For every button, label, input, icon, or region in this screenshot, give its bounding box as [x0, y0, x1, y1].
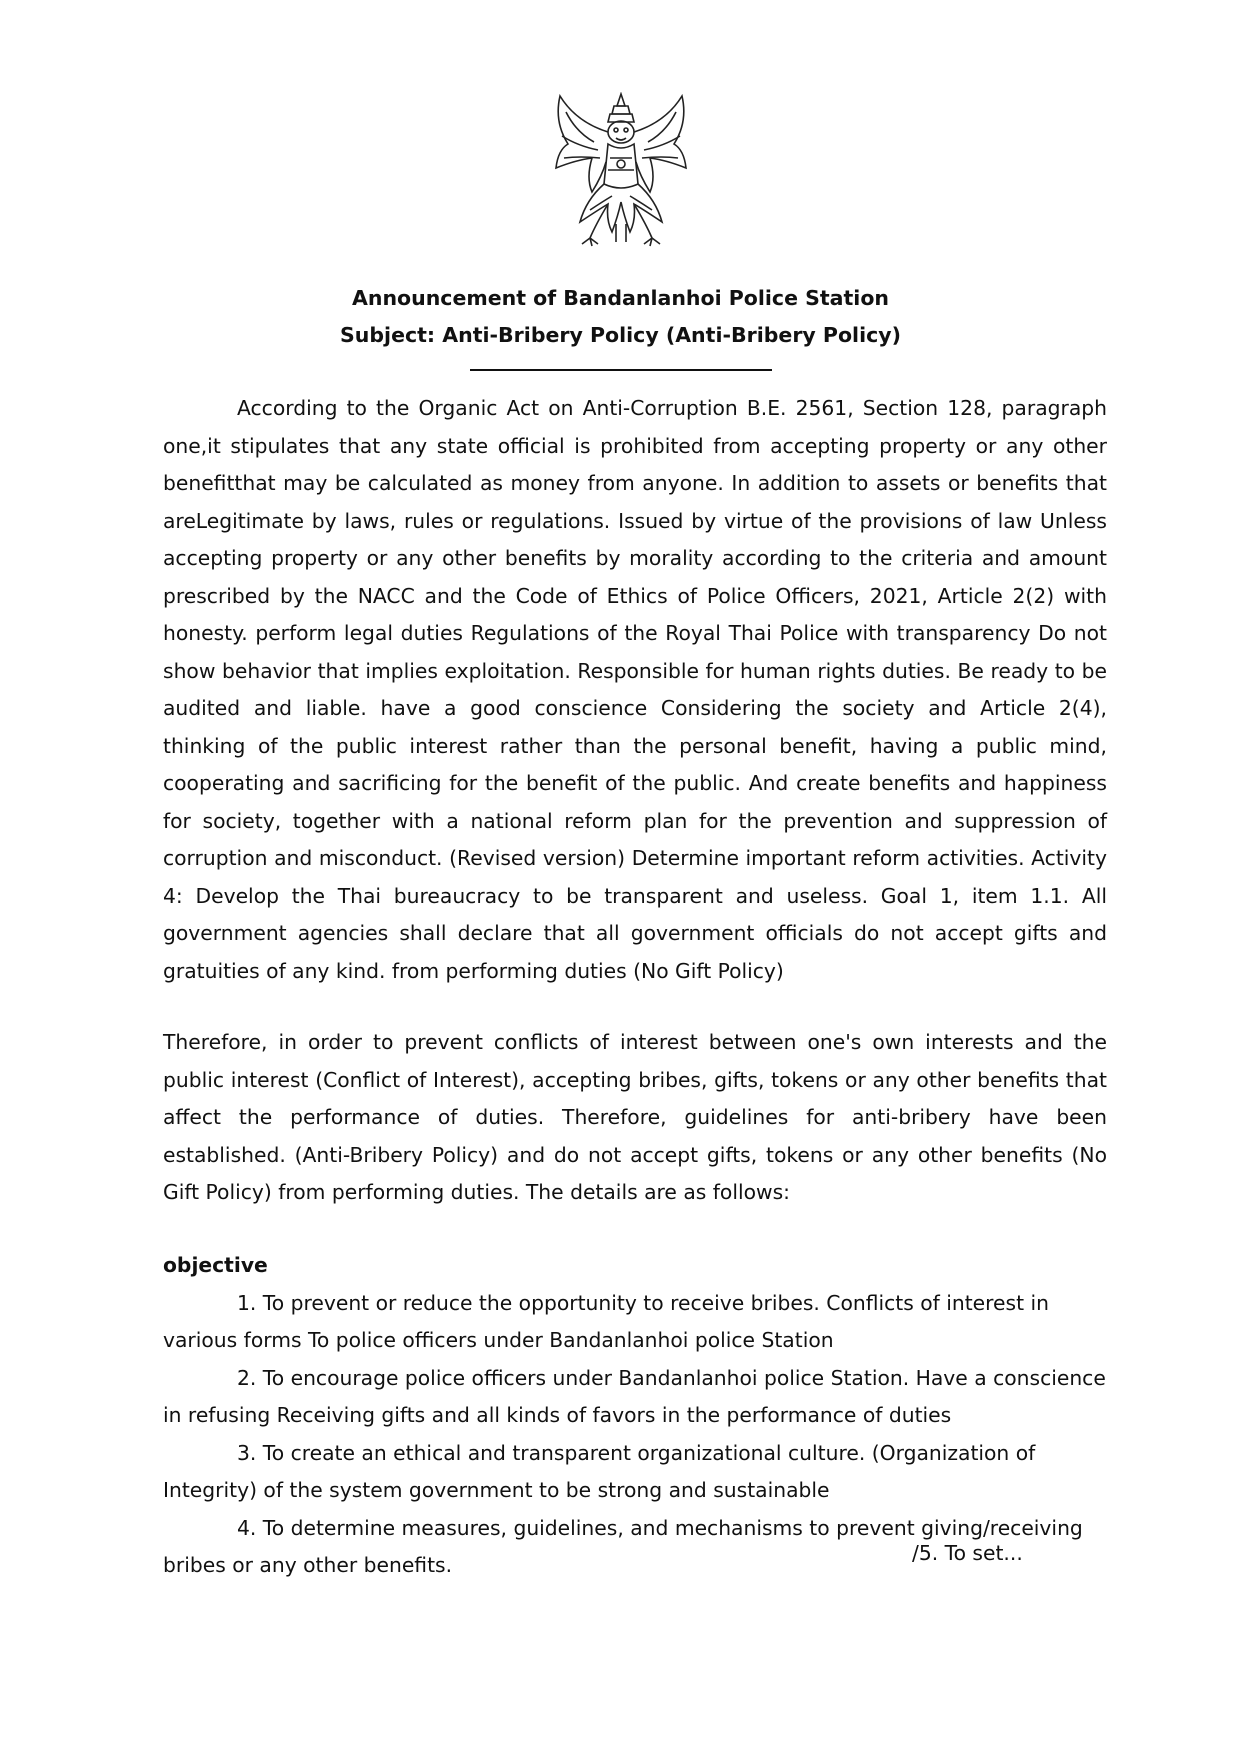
objectives-section [163, 1247, 1107, 1585]
objective-item-3: 3. To create an ethical and transparent organizational culture. (Organization of Integrity) of the system government to be strong and sustainable [163, 1440, 1036, 1502]
announcement-title: Announcement of Bandanlanhoi Police Station [351, 286, 890, 310]
objective-item-2: 2. To encourage police officers under Bandanlanhoi police Station. Have a conscience in refusing Receiving gifts and all kinds of favors in the performance of duties [163, 1365, 1106, 1427]
paragraph-1-block [163, 390, 1107, 990]
objective-item-1: 1. To prevent or reduce the opportunity to receive bribes. Conflicts of interest in various forms To police officers under Bandanlanhoi police Station [163, 1290, 1049, 1352]
body-paragraph-1: According to the Organic Act on Anti-Corruption B.E. 2561, Section 128, paragraph one,it stipulates that any state official is prohibited from accepting property or any other benefitthat may be calculated as money from anyone. In addition to assets or benefits that areLegitimate by laws, rules or regulations. Issued by virtue of the provisions of law Unless accepting property or any other benefits by morality according to the criteria and amount prescribed by the NACC and the Code of Ethics of Police Officers, 2021, Article 2(2) with honesty. perform legal duties Regulations of the Royal Thai Police with transparency Do not show behavior that implies exploitation. Responsible for human rights duties. Be ready to be audited and liable. have a good conscience Considering the society and Article 2(4), thinking of the public interest rather than the personal benefit, having a public mind, cooperating and sacrificing for the benefit of the public. And create benefits and happiness for society, together with a national reform plan for the prevention and suppression of corruption and misconduct. (Revised version) Determine important reform activities. Activity 4: Develop the Thai bureaucracy to be transparent and useless. Goal 1, item 1.1. All government agencies shall declare that all government officials do not accept gifts and gratuities of any kind. from performing duties (No Gift Policy) [163, 396, 1107, 983]
body-paragraph-2: Therefore, in order to prevent conflicts of interest between one's own interests and the public interest (Conflict of Interest), accepting bribes, gifts, tokens or any other benefits that affect the performance of duties. Therefore, guidelines for anti-bribery have been established. (Anti-Bribery Policy) and do not accept gifts, tokens or any other benefits (No Gift Policy) from performing duties. The details are as follows: [163, 1030, 1107, 1204]
announcement-subject: Subject: Anti-Bribery Policy (Anti-Bribery Policy) [340, 323, 901, 347]
paragraph-2-block [163, 1024, 1107, 1212]
objective-heading: objective [163, 1253, 268, 1277]
announcement-header [0, 280, 1241, 354]
garuda-emblem-icon [546, 92, 696, 250]
objective-item-4: 4. To determine measures, guidelines, and mechanisms to prevent giving/receiving bribes or any other benefits. [163, 1515, 1083, 1577]
page-continuation: /5. To set... [912, 1541, 1023, 1565]
header-divider [470, 369, 772, 371]
